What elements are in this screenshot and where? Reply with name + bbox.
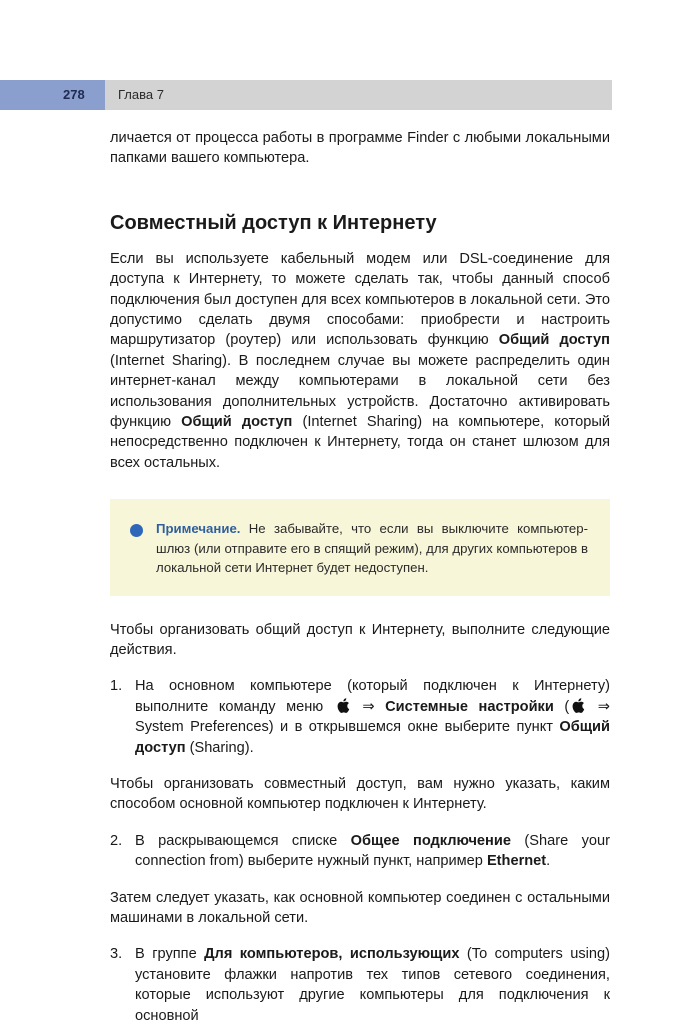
paragraph-internet-sharing (110, 249, 610, 473)
bold-term: Ethernet (486, 853, 547, 870)
page-header (0, 80, 612, 110)
steps-list-2 (110, 831, 610, 872)
paragraph-connection-method: Чтобы организовать совместный доступ, вам нужно указать, каким способом основной компьютер подключен к Интернету. (110, 775, 610, 813)
chapter-title: Глава 7 (118, 87, 164, 102)
intro-paragraph: личается от процесса работы в программе Finder с любыми локальными папками вашего компьютера. (110, 130, 610, 167)
text: (To computers using) установите флажки напротив тех типов сетевого соединения, которые используют другие компьютеры для подключения к основной (135, 946, 610, 1024)
bold-term: Системные настройки (385, 698, 554, 715)
apple-menu-icon (336, 698, 350, 713)
step-item (110, 676, 610, 758)
text: (Share your connection from) выберите нужный пункт, например (135, 832, 610, 870)
menu-arrow: ⇒ (587, 698, 610, 715)
text: (Internet Sharing). В последнем случае вы можете распределить один интернет-канал между компьютерами в локальной сети без использования дополнительных устройств. Достаточно активировать функцию (110, 352, 610, 431)
text: System Preferences) и в открывшемся окне выберите пункт (135, 719, 560, 736)
page-content (110, 128, 610, 1026)
paragraph-steps-intro: Чтобы организовать общий доступ к Интернету, выполните следующие действия. (110, 621, 610, 658)
step-number: 2. (110, 832, 123, 849)
text: . (546, 853, 551, 870)
text: (Sharing). (185, 739, 254, 756)
step-item (110, 944, 610, 1026)
text: В раскрывающемся списке (135, 832, 351, 849)
text: ( (553, 698, 570, 715)
text: Если вы используете кабельный модем или DSL-соединение для доступа к Интернету, то можете сделать так, чтобы данный способ подключения был доступен для всех компьютеров в локальной сети. Это допустимо сделать двумя способами: приобрести и настроить маршрутизатор (роутер) или использовать функцию (110, 250, 610, 349)
steps-list-3 (110, 944, 610, 1026)
note-box (110, 499, 610, 595)
bold-term: Для компьютеров, использующих (204, 946, 460, 963)
paragraph-local-network: Затем следует указать, как основной компьютер соединен с остальными машинами в локальной сети. (110, 889, 610, 926)
note-text: Не забывайте, что если вы выключите компьютер-шлюз (или отправите его в спящий режим), для других компьютеров в локальной сети Интернет будет недоступен. (156, 521, 588, 576)
bold-term: Общий доступ (135, 719, 610, 756)
section-title: Совместный доступ к Интернету (110, 211, 437, 234)
note-label: Примечание. (156, 521, 241, 537)
text: (Internet Sharing) на компьютере, который непосредственно подключен к Интернету, тогда он станет шлюзом для всех остальных. (110, 414, 610, 471)
step-number: 3. (110, 946, 123, 963)
bold-term: Общее подключение (350, 832, 511, 849)
step-item (110, 831, 610, 872)
bold-term: Общий доступ (498, 332, 610, 349)
menu-arrow: ⇒ (351, 698, 386, 715)
step-number: 1. (110, 678, 123, 695)
apple-menu-icon (571, 698, 585, 713)
text: В группе (135, 946, 205, 963)
bold-term: Общий доступ (181, 414, 293, 431)
steps-list-1 (110, 676, 610, 758)
text: На основном компьютере (который подключен к Интернету) выполните команду меню (135, 678, 610, 715)
page-number: 278 (63, 87, 85, 102)
note-bullet-icon (130, 524, 143, 537)
